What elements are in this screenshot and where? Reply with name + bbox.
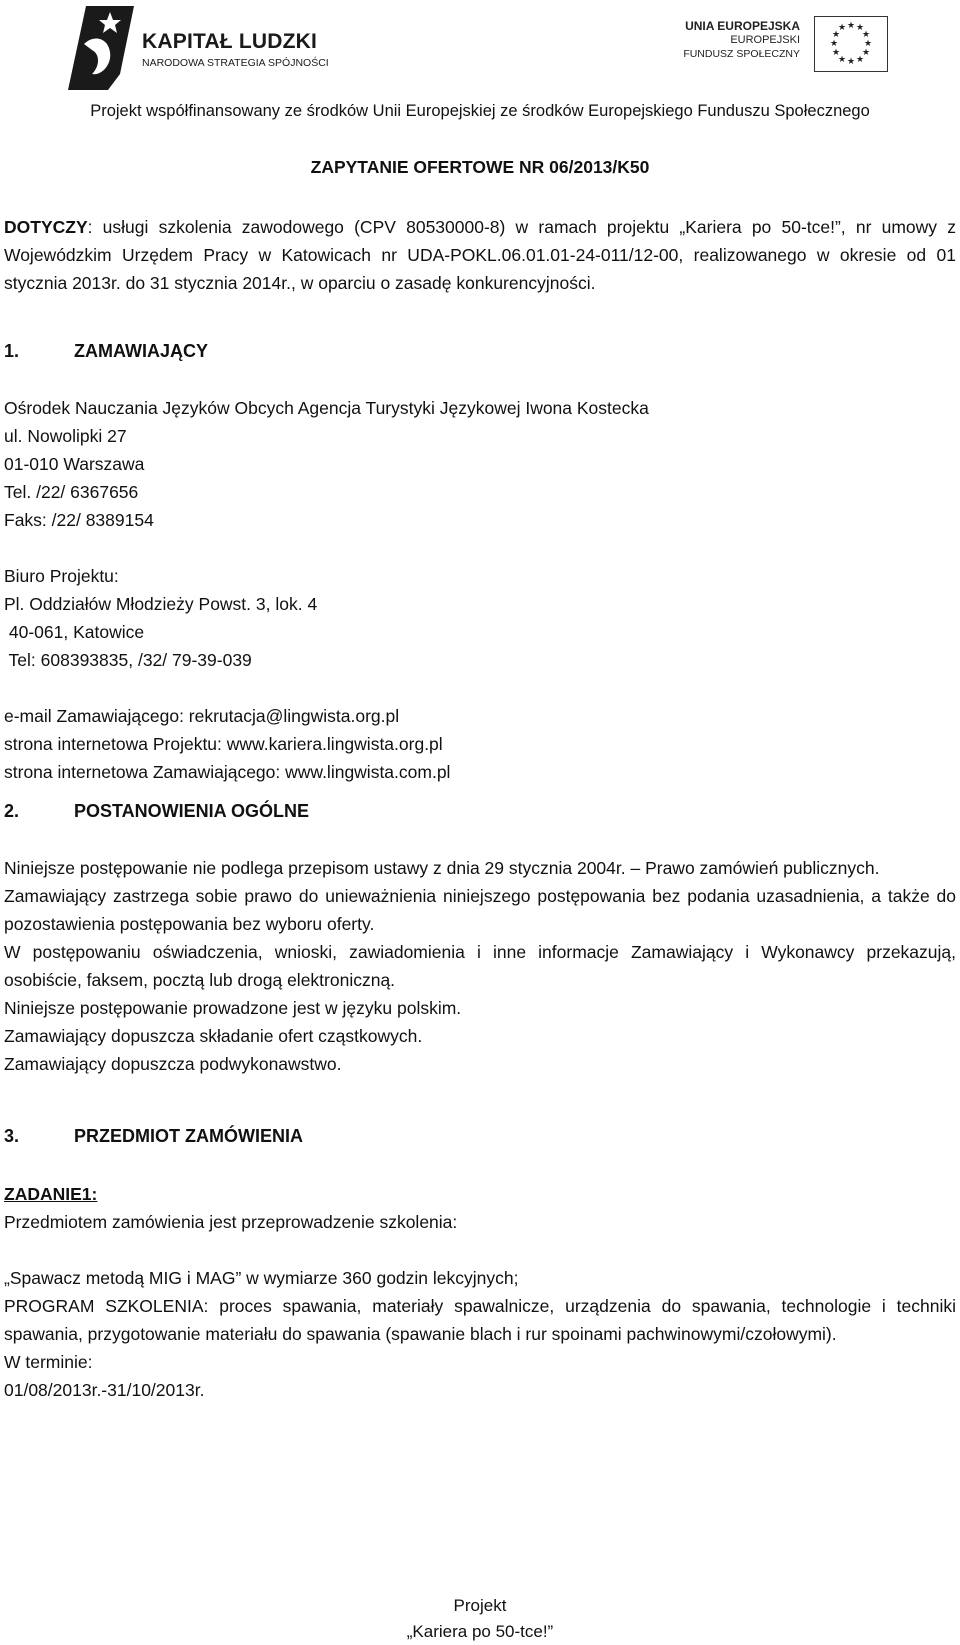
spacer [4,674,956,702]
eu-logo-text [650,19,800,61]
svg-text:★: ★ [846,21,856,31]
biuro-city: 40-061, Katowice [4,622,145,642]
dotyczy-label: DOTYCZY [4,217,88,237]
svg-text:★: ★ [831,48,841,58]
kapital-ludzki-logo [64,0,364,95]
website-projekt[interactable]: strona internetowa Projektu: www.kariera.lingwista.org.pl [4,734,443,754]
postanowienie-1: Niniejsze postępowanie nie podlega przepisom ustawy z dnia 29 stycznia 2004r. – Prawo zamówień publicznych. [4,858,880,878]
kapital-ludzki-subtitle: NARODOWA STRATEGIA SPÓJNOŚCI [142,57,329,69]
eu-logo-line3: FUNDUSZ SPOŁECZNY [683,48,800,60]
website-zamawiajacy[interactable]: strona internetowa Zamawiającego: www.lingwista.com.pl [4,762,451,782]
contact-email[interactable]: e-mail Zamawiającego: rekrutacja@lingwista.org.pl [4,706,400,726]
zamawiajacy-city: 01-010 Warszawa [4,454,145,474]
biuro-street: Pl. Oddziałów Młodzieży Powst. 3, lok. 4 [4,594,318,614]
przedmiot-block [4,1180,956,1404]
postanowienie-2: Zamawiający zastrzega sobie prawo do unieważnienia niniejszego postępowania bez podania uzasadnienia, a także do pozostawienia postępowania bez wyboru oferty. [4,886,956,934]
section-number: 2. [4,801,20,821]
spacer [4,534,956,562]
section-title: PRZEDMIOT ZAMÓWIENIA [74,1126,303,1146]
dotyczy-paragraph [4,213,956,297]
biuro-tel: Tel: 608393835, /32/ 79-39-039 [4,650,252,670]
zadanie-label: ZADANIE1: [4,1184,98,1204]
course-name: „Spawacz metodą MIG i MAG” w wymiarze 360 godzin lekcyjnych; [4,1268,519,1288]
footer-line1: Projekt [453,1596,507,1615]
svg-text:★: ★ [837,23,847,33]
eu-logo-line1: UNIA EUROPEJSKA [685,19,800,33]
page-footer [0,1593,960,1645]
page-title: ZAPYTANIE OFERTOWE NR 06/2013/K50 [310,157,650,177]
section-title: POSTANOWIENIA OGÓLNE [74,801,310,821]
svg-text:★: ★ [863,39,873,49]
dotyczy-text: : usługi szkolenia zawodowego (CPV 80530000-8) w ramach projektu „Kariera po 50-tce!”, nr umowy z Wojewódzkim Urzędem Pracy w Katowicach nr UDA-POKL.06.01.01-24-011/12-00, realizowanego w okresie od 01 stycznia 2013r. do 31 stycznia 2014r., w oparciu o zasadę konkurencyjności. [4,217,956,293]
kapital-ludzki-title: KAPITAŁ LUDZKI [142,30,318,53]
kapital-ludzki-emblem-icon [64,4,136,94]
zamawiajacy-fax: Faks: /22/ 8389154 [4,510,154,530]
section-heading-przedmiot [4,1126,303,1147]
program-szkolenia: PROGRAM SZKOLENIA: proces spawania, materiały spawalnicze, urządzenia do spawania, technologie i techniki spawania, przygotowanie materiału do spawania (spawanie blach i rur spoinami pachwinowymi/czołowymi). [4,1296,956,1344]
eu-logo [650,16,900,76]
section-number: 1. [4,341,20,361]
svg-text:★: ★ [846,57,856,67]
svg-text:★: ★ [861,30,871,40]
postanowienie-3: W postępowaniu oświadczenia, wnioski, zawiadomienia i inne informacje Zamawiający i Wykonawcy przekazują, osobiście, faksem, pocztą lub drogą elektroniczną. [4,942,956,990]
svg-text:★: ★ [861,48,871,58]
zamawiajacy-name: Ośrodek Nauczania Języków Obcych Agencja Turystyki Językowej Iwona Kostecka [4,398,649,418]
postanowienie-6: Zamawiający dopuszcza podwykonawstwo. [4,1054,342,1074]
eu-flag-icon [814,16,888,72]
svg-text:★: ★ [855,23,865,33]
cofinancing-note: Projekt współfinansowany ze środków Unii Europejskiej ze środków Europejskiego Funduszu Społecznego [90,102,870,120]
termin-label: W terminie: [4,1352,93,1372]
section-number: 3. [4,1126,20,1146]
postanowienie-5: Zamawiający dopuszcza składanie ofert cząstkowych. [4,1026,423,1046]
zamawiajacy-street: ul. Nowolipki 27 [4,426,127,446]
postanowienia-block [4,854,956,1078]
footer-line2: „Kariera po 50-tce!” [406,1622,554,1641]
svg-text:★: ★ [829,39,839,49]
section-title: ZAMAWIAJĄCY [74,341,208,361]
zamawiajacy-block [4,394,956,786]
eu-logo-line2: EUROPEJSKI [730,34,800,46]
svg-text:★: ★ [837,55,847,65]
svg-text:★: ★ [855,55,865,65]
przedmiot-intro: Przedmiotem zamówienia jest przeprowadzenie szkolenia: [4,1212,458,1232]
postanowienie-4: Niniejsze postępowanie prowadzone jest w języku polskim. [4,998,462,1018]
biuro-label: Biuro Projektu: [4,566,119,586]
spacer [4,1236,956,1264]
section-heading-postanowienia [4,801,309,822]
svg-text:★: ★ [831,30,841,40]
termin-value: 01/08/2013r.-31/10/2013r. [4,1380,205,1400]
section-heading-zamawiajacy [4,341,208,362]
zamawiajacy-tel: Tel. /22/ 6367656 [4,482,139,502]
